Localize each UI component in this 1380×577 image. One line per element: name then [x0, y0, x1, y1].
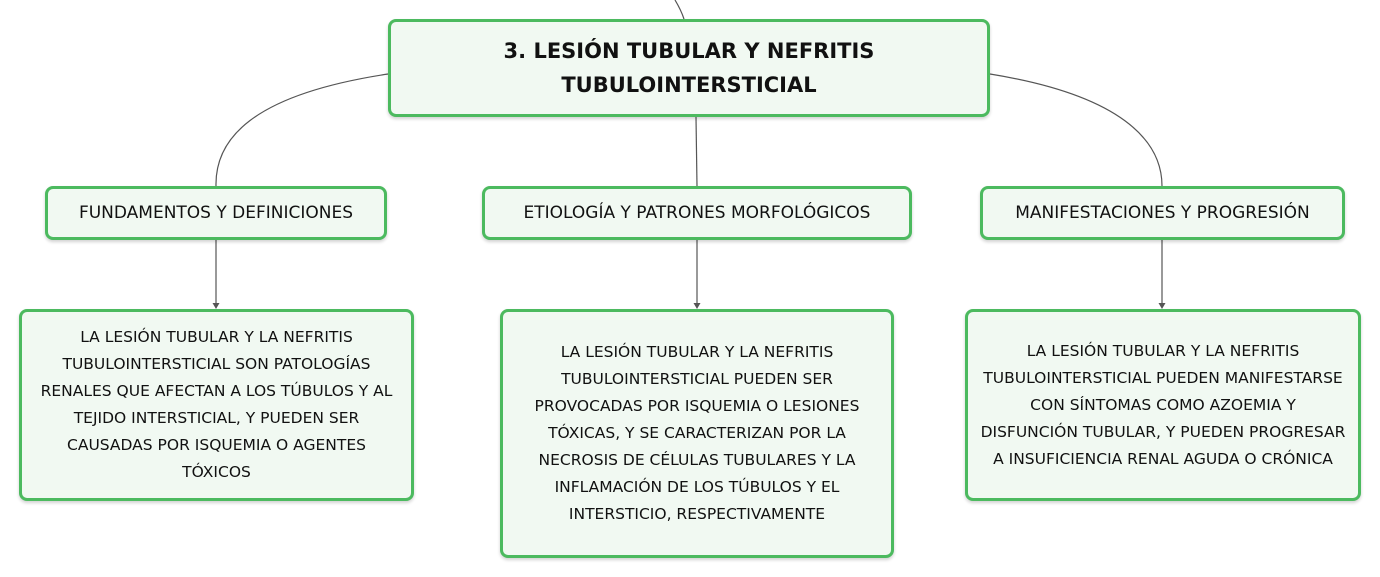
- connector-root-to-etiologia: [696, 117, 697, 186]
- detail-node-text: LA LESIÓN TUBULAR Y LA NEFRITIS TUBULOINTERSTICIAL PUEDEN MANIFESTARSE CON SÍNTOMAS COMO AZOEMIA Y DISFUNCIÓN TUBULAR, Y PUEDEN PROGRESAR A INSUFICIENCIA RENAL AGUDA O CRÓNICA: [980, 341, 1346, 468]
- detail-node-manifestaciones[interactable]: [965, 309, 1361, 501]
- branch-node-label: MANIFESTACIONES Y PROGRESIÓN: [1015, 203, 1310, 223]
- detail-node-fundamentos[interactable]: [19, 309, 414, 501]
- branch-node-fundamentos[interactable]: [45, 186, 387, 240]
- connector-root-to-manifestaciones: [990, 74, 1162, 186]
- detail-node-text: LA LESIÓN TUBULAR Y LA NEFRITIS TUBULOINTERSTICIAL PUEDEN SER PROVOCADAS POR ISQUEMIA O LESIONES TÓXICAS, Y SE CARACTERIZAN POR LA NECROSIS DE CÉLULAS TUBULARES Y LA INFLAMACIÓN DE LOS TÚBULOS Y EL INTERSTICIO, RESPECTIVAMENTE: [534, 343, 860, 523]
- detail-node-etiologia[interactable]: [500, 309, 894, 558]
- branch-node-label: FUNDAMENTOS Y DEFINICIONES: [78, 203, 354, 223]
- branch-node-etiologia[interactable]: [482, 186, 912, 240]
- root-node-label: 3. LESIÓN TUBULAR Y NEFRITIS TUBULOINTERSTICIAL: [503, 39, 875, 97]
- connector-parent-to-root: [675, 0, 684, 19]
- detail-node-text: LA LESIÓN TUBULAR Y LA NEFRITIS TUBULOINTERSTICIAL SON PATOLOGÍAS RENALES QUE AFECTAN A LOS TÚBULOS Y AL TEJIDO INTERSTICIAL, Y PUEDEN SER CAUSADAS POR ISQUEMIA O AGENTES TÓXICOS: [40, 328, 393, 481]
- root-node-title[interactable]: [388, 19, 990, 117]
- branch-node-manifestaciones[interactable]: [980, 186, 1345, 240]
- connector-root-to-fundamentos: [216, 74, 388, 186]
- branch-node-label: ETIOLOGÍA Y PATRONES MORFOLÓGICOS: [523, 203, 871, 223]
